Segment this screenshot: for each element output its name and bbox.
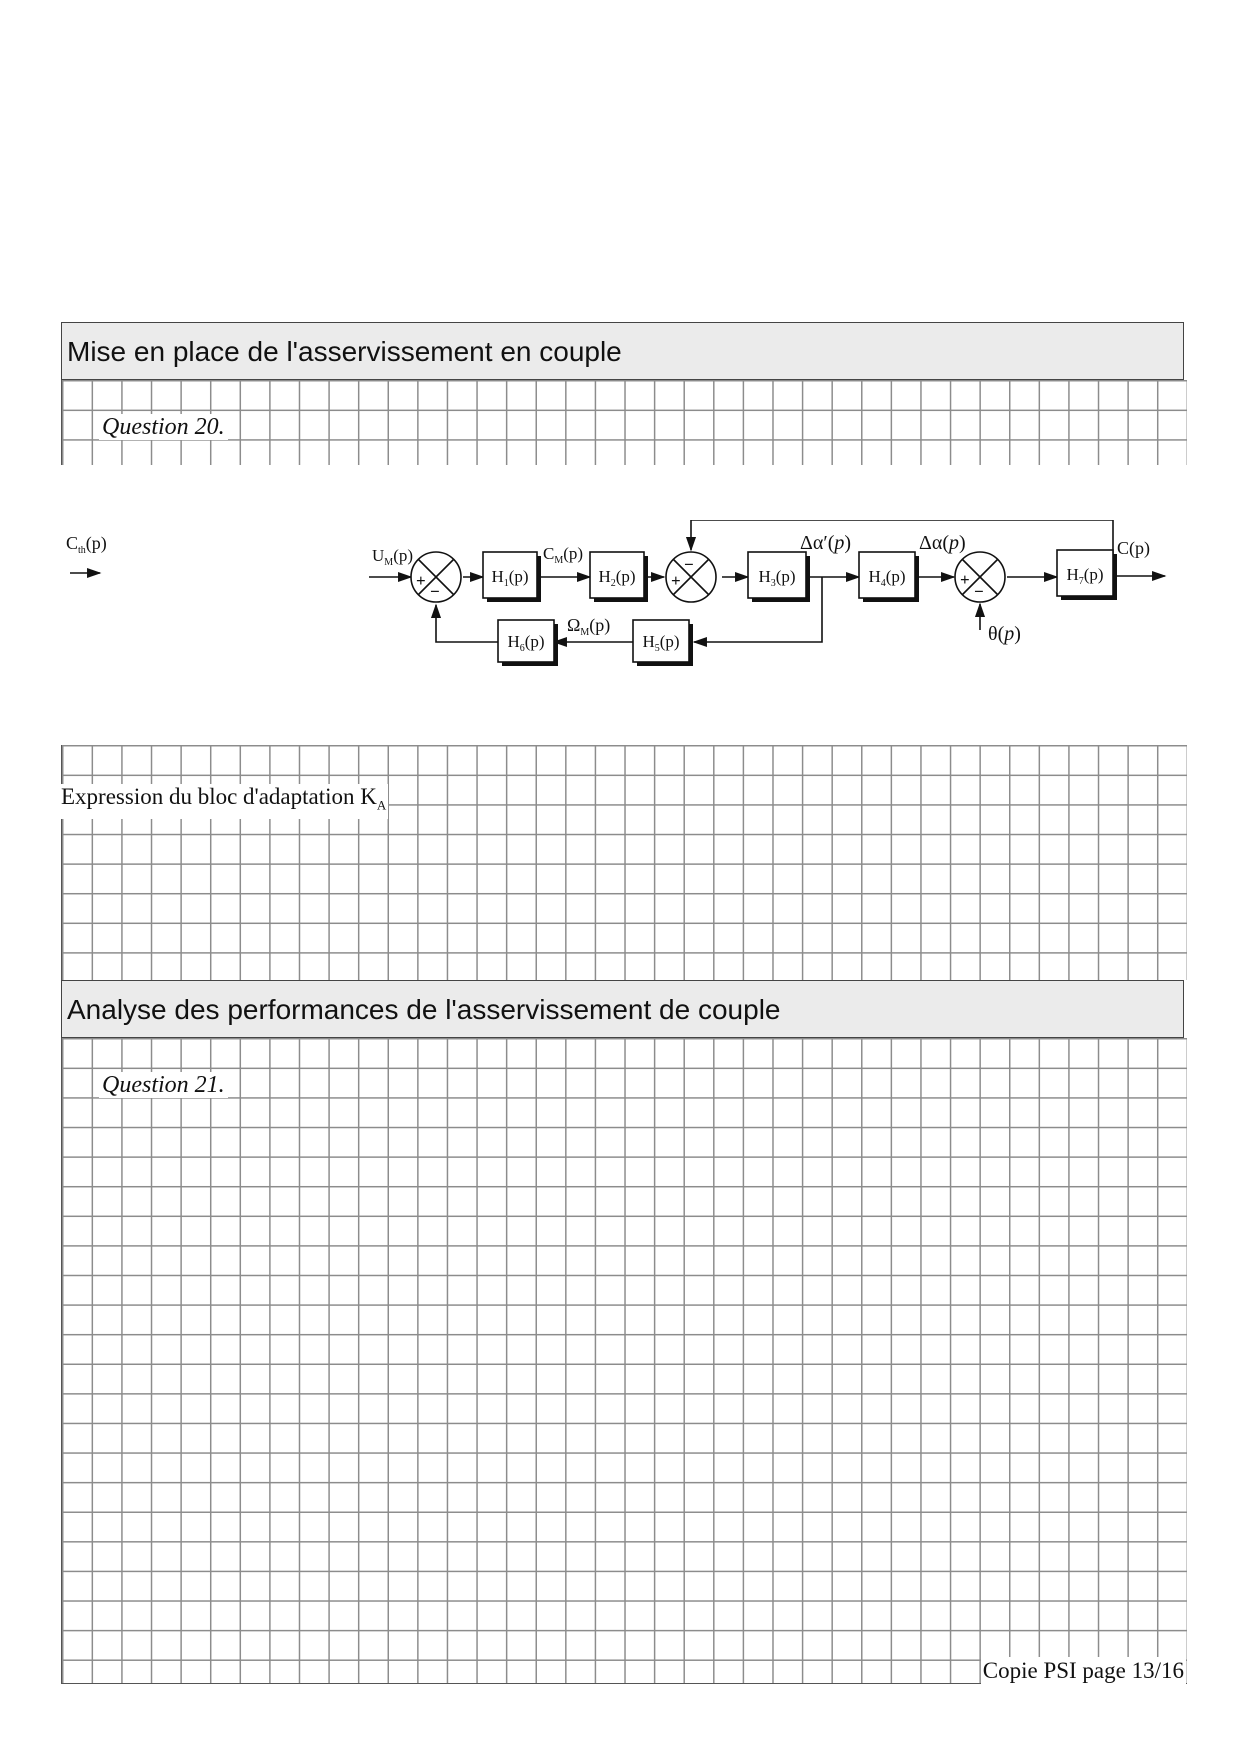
label-output: C(p) [1117, 538, 1150, 558]
svg-text:−: − [974, 582, 984, 601]
adaptation-block-label [61, 784, 388, 819]
block-h4 [859, 552, 917, 600]
svg-text:H1(p): $H_1(p)$ [491, 567, 529, 589]
question-21-label: Question 21. [99, 1072, 228, 1098]
answer-grid-q21[interactable] [61, 1038, 1187, 1684]
answer-grid-ka[interactable] [61, 745, 1187, 980]
svg-text:−: − [430, 582, 440, 601]
label-omega: $\Omega_M(p)$ [567, 615, 611, 638]
block-h3 [748, 552, 808, 600]
page-footer: Copie PSI page 13/16 [982, 1658, 1184, 1683]
label-dalpha-prime: Δα′(p) [800, 532, 852, 554]
block-h7 [1057, 550, 1115, 598]
adaptation-label-text: Expression du bloc d'adaptation K [61, 784, 377, 809]
label-cth: $C_{th}(p)$ [66, 533, 107, 556]
section-header-performances: Analyse des performances de l'asservissement de couple [61, 980, 1184, 1038]
block-diagram [0, 520, 1240, 690]
adaptation-label-sub: A [376, 797, 387, 813]
svg-text:H6(p): $H_6(p)$ [507, 632, 545, 654]
svg-text:H4(p): $H_4(p)$ [868, 567, 906, 589]
svg-text:H5(p): $H_5(p)$ [642, 632, 680, 654]
label-dalpha: Δα(p) [919, 532, 966, 554]
svg-text:+: + [416, 571, 426, 590]
svg-text:H3(p): $H_3(p)$ [758, 567, 796, 589]
section-header-couple: Mise en place de l'asservissement en couple [61, 322, 1184, 380]
svg-text:H2(p): $H_2(p)$ [598, 567, 636, 589]
svg-text:−: − [684, 555, 694, 574]
block-h5 [633, 620, 691, 664]
svg-text:H7(p): $H_7(p)$ [1066, 565, 1104, 587]
blocks [483, 550, 1115, 664]
block-h2 [590, 552, 646, 600]
label-um: $U_M(p)$ [372, 546, 414, 568]
label-cm: $C_M(p)$ [543, 544, 584, 566]
block-h1 [483, 552, 539, 600]
block-h6 [498, 620, 556, 664]
label-theta: θ(p) [988, 623, 1021, 645]
svg-text:+: + [671, 571, 681, 590]
answer-grid-q20[interactable] [61, 380, 1187, 465]
question-20-label: Question 20. [99, 414, 228, 440]
svg-text:+: + [960, 570, 970, 589]
